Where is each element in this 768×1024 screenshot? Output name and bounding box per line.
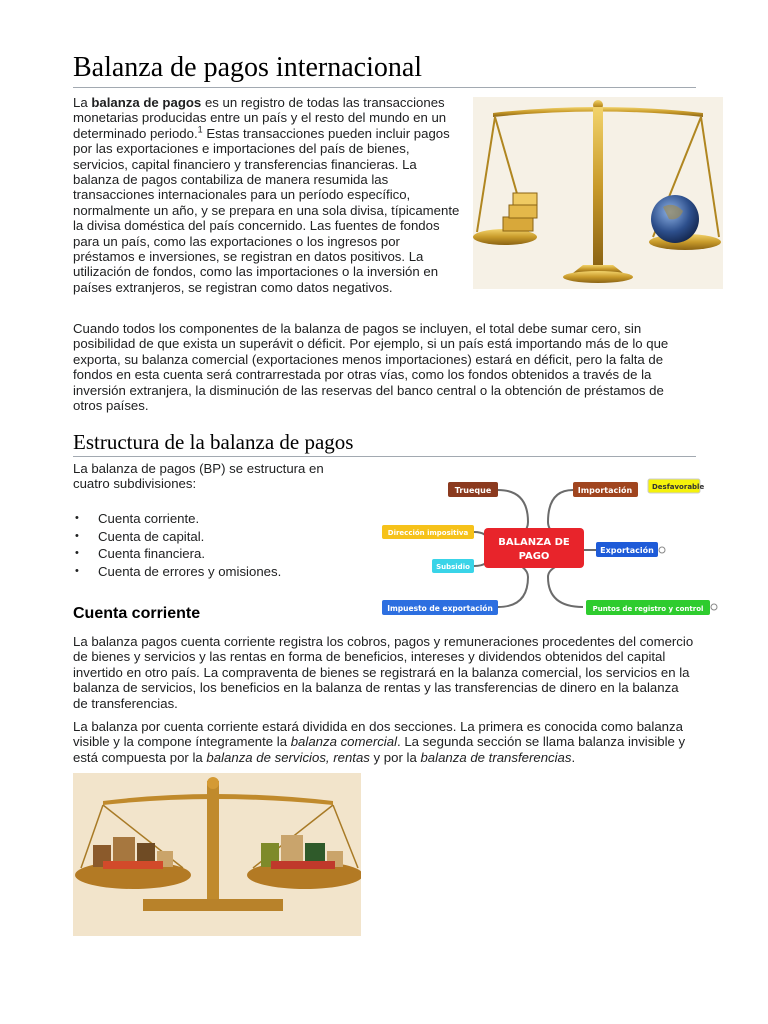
para2-text: Cuando todos los componentes de la balanza de pagos se incluyen, el total debe sumar cero, sin posibilidad de que exista un superávit o déficit. Por ejemplo, si un país está importando más de lo que exporta, su balanza comercial (exportaciones menos importaciones) estará en déficit, pero la falta de fondos en esta cuenta será contrarrestada por otras vías, como los fondos obtenidos a través de la inversión extranjera, la disminución de las reservas del banco central o la obtención de préstamos de otros países.: [73, 321, 669, 414]
p2-text-a: La balanza por cuenta corriente estará dividida en dos secciones. La primera es conocida como balanza visible y la compone íntegramente la: [73, 719, 683, 750]
p2-text-c: y por la: [369, 749, 421, 765]
structure-intro: [73, 461, 348, 492]
intro-paragraph: [73, 95, 461, 295]
node-impuesto: Impuesto de exportación: [387, 604, 493, 613]
page-title: Balanza de pagos internacional: [73, 50, 696, 88]
p2-text-b: . La segunda sección se llama balanza invisible y está compuesta por la: [73, 734, 686, 765]
section-structure: [73, 428, 696, 457]
scale-goods-image: [73, 773, 361, 936]
scale-goods-illustration: [73, 773, 361, 936]
list-item: • Cuenta corriente.: [98, 510, 353, 528]
mind-map-center-node: [484, 528, 584, 568]
second-paragraph: [73, 321, 696, 413]
current-account-p1: [73, 634, 696, 711]
node-subsidio: Subsidio: [436, 563, 470, 571]
node-trueque: Trueque: [454, 486, 492, 495]
intro-text-1: es un registro de todas las transacciones monetarias producidas entre un país y el resto del mundo en un determinado periodo.: [73, 95, 447, 141]
scale-gold-globe-image: [473, 97, 723, 289]
subdivision-list: [73, 510, 353, 580]
mind-map-center-line1: BALANZA DE: [498, 537, 570, 548]
section-heading-current-account: Cuenta corriente: [73, 605, 201, 622]
structure-intro-text: La balanza de pagos (BP) se estructura en cuatro subdivisiones:: [73, 461, 324, 492]
footnote-ref[interactable]: 1: [197, 124, 203, 135]
p2-text-d: .: [571, 749, 576, 765]
node-desfavorable: Desfavorable: [652, 483, 705, 491]
intro-text-2: Estas transacciones pueden incluir pagos por las exportaciones e importaciones del país de bienes, servicios, capital financiero y transferencias financieras. La balanza de pagos contabiliza de manera resumida las transacciones internacionales para un período específico, normalmente un año, y se prepara en una sola divisa, típicamente la divisa doméstica del país concernido. Las fuentes de fondos para un país, como las exportaciones o los ingresos por préstamos e inversiones, se registran en datos positivos. La utilización de fondos, como las importaciones o la inversión en países extranjeros, se registran como datos negativos.: [73, 125, 460, 295]
list-item: • Cuenta financiera.: [98, 545, 353, 563]
list-item: • Cuenta de capital.: [98, 528, 353, 546]
intro-bold-term[interactable]: balanza de pagos: [91, 95, 202, 110]
p2-italic-2: balanza de servicios, rentas: [206, 749, 370, 765]
node-exportacion: Exportación: [600, 546, 654, 555]
scale-illustration: [473, 97, 723, 289]
node-puntos: Puntos de registro y control: [592, 605, 704, 613]
list-item: • Cuenta de errores y omisiones.: [98, 563, 353, 581]
p2-italic-3: balanza de transferencias: [420, 749, 572, 765]
p2-italic-1: balanza comercial: [290, 734, 398, 750]
section-heading-structure: Estructura de la balanza de pagos: [73, 428, 696, 457]
node-direccion: Dirección impositiva: [387, 529, 469, 537]
mind-map-center-line2: PAGO: [518, 551, 550, 562]
current-account-p1-text: La balanza pagos cuenta corriente registra los cobros, pagos y remuneraciones procedentes del comercio de bienes y servicios y las rentas en forma de beneficios, intereses y dividendos obtenidos del capital invertido en otro país. La compraventa de bienes se registrará en la balanza comercial, los servicios en la balanza de servicios, los beneficios en la balanza de rentas y las transferencias de dinero en la balanza de transferencias.: [73, 634, 694, 711]
mind-map-diagram: [378, 472, 723, 622]
mind-map-svg: [378, 472, 723, 622]
current-account-p2: [73, 719, 696, 765]
intro-pre: La: [73, 95, 92, 110]
node-importacion: Importación: [577, 486, 633, 495]
